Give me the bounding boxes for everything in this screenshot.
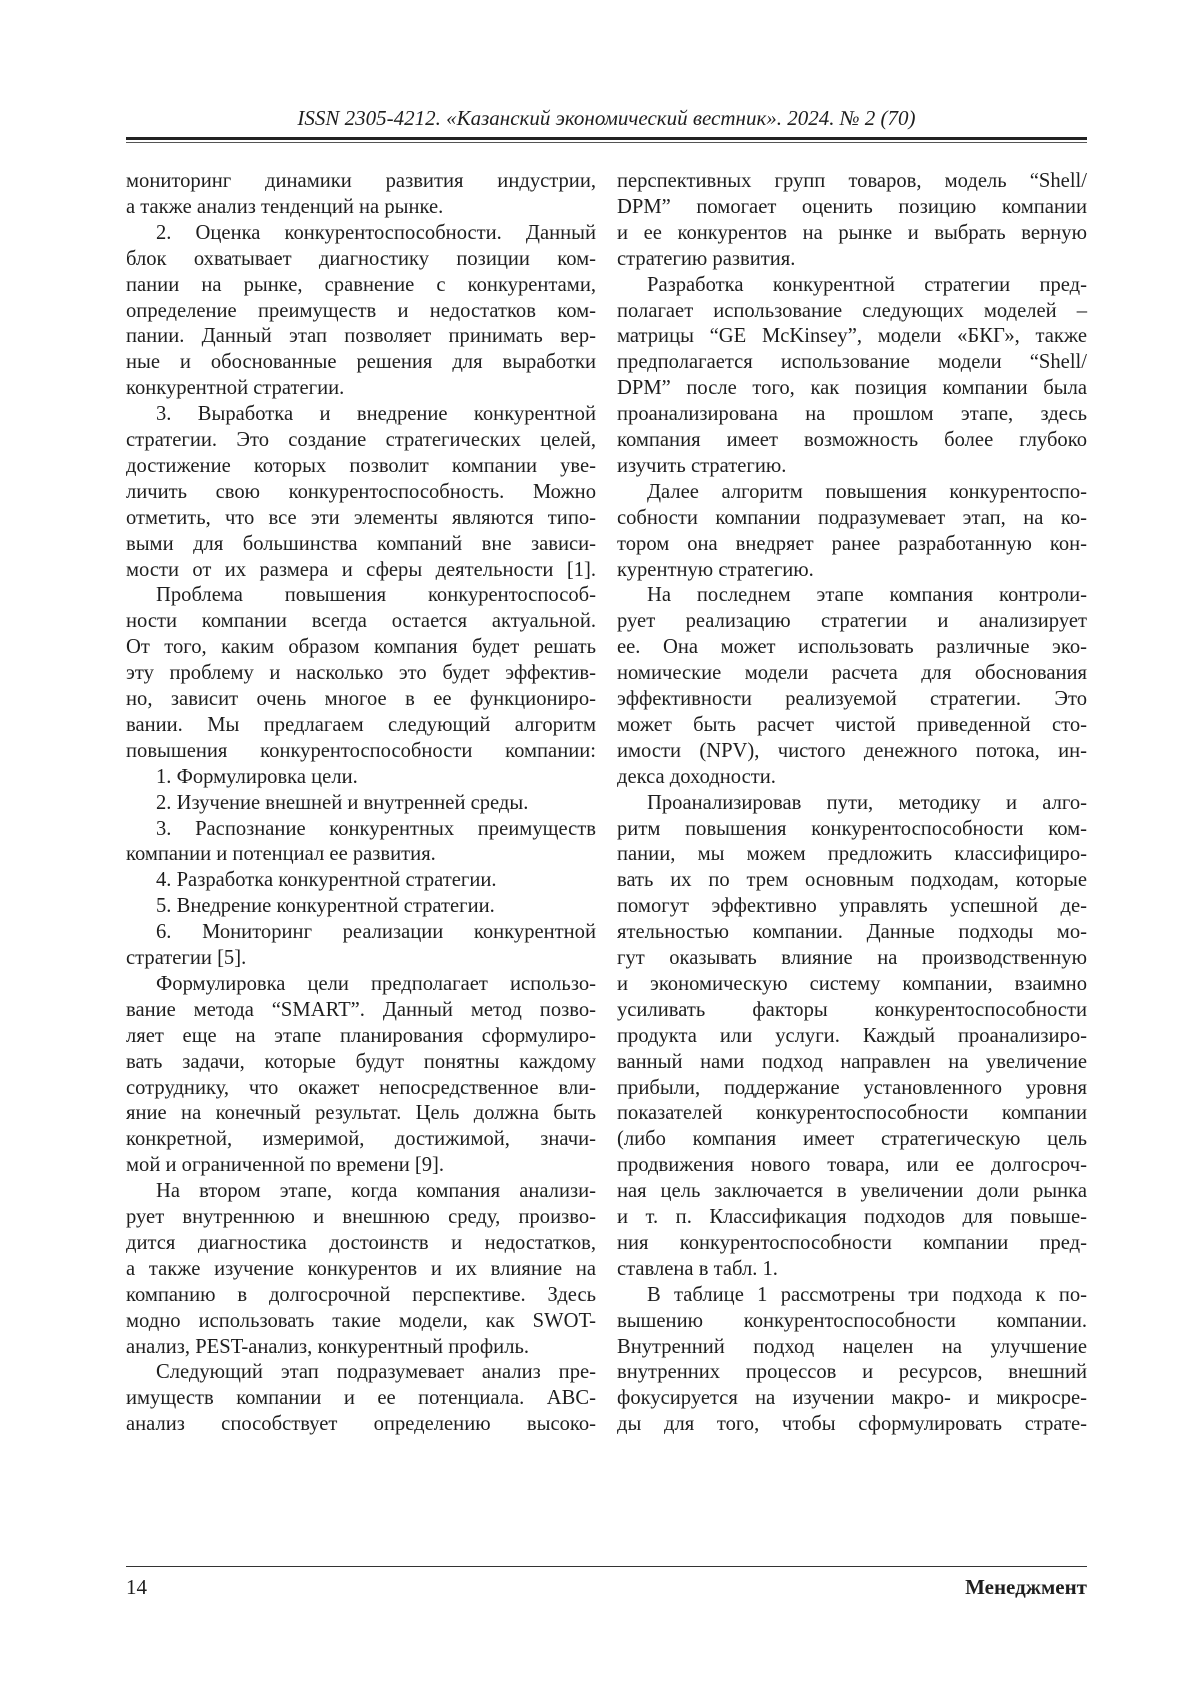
text-line: пании, мы можем предложить классифициро- [617, 843, 1087, 866]
text-line: ды для того, чтобы сформулировать страте- [617, 1413, 1087, 1436]
text-line: ные и обоснованные решения для выработки [126, 351, 596, 374]
text-line: компания имеет возможность более глубоко [617, 429, 1087, 451]
text-line: матрицы “GE McKinsey”, модели «БКГ», также [617, 325, 1087, 348]
text-line: прибыли, поддержание установленного уровня [617, 1076, 1087, 1099]
text-line: вать задачи, которые будут понятны каждому [126, 1050, 596, 1073]
text-line: личить свою конкурентоспособность. Можно [126, 480, 596, 503]
text-line: декса доходности. [617, 765, 776, 788]
text-line: анализ способствует определению высоко- [126, 1413, 596, 1436]
text-line: компании и потенциал ее развития. [126, 843, 436, 866]
text-line: эту проблему и насколько это будет эффектив- [126, 662, 596, 685]
text-line: отметить, что все эти элементы являются типо- [126, 506, 596, 529]
text-line: 6. Мониторинг реализации конкурентной [156, 921, 596, 944]
text-line: вышению конкурентоспособности компании. [617, 1309, 1087, 1332]
text-line: гут оказывать влияние на производственную [617, 947, 1087, 969]
header-rule-thick [126, 137, 1087, 140]
text-line: и т. п. Классификация подходов для повыше- [617, 1206, 1087, 1228]
text-line: фокусируется на изучении макро- и микросре- [617, 1387, 1087, 1410]
text-line: 2. Оценка конкурентоспособности. Данный [156, 221, 596, 244]
text-line: может быть расчет чистой приведенной сто- [617, 713, 1087, 736]
text-line: компанию в долгосрочной перспективе. Здесь [126, 1283, 596, 1306]
text-line: предполагается использование модели “Shell/ [617, 351, 1087, 374]
text-line: ее. Она может использовать различные эко- [617, 636, 1087, 659]
footer-rule [126, 1566, 1087, 1567]
text-line: но, зависит очень многое в ее функциониро- [126, 688, 596, 710]
text-line: 1. Формулировка цели. [156, 765, 358, 788]
text-line: конкретной, измеримой, достижимой, значи- [126, 1128, 596, 1151]
text-line: достижение которых позволит компании уве- [126, 454, 596, 477]
header-rule-thin [126, 142, 1087, 143]
text-line: сотруднику, что окажет непосредственное вли- [126, 1076, 596, 1099]
text-line: рует внутреннюю и внешнюю среду, произво- [126, 1206, 596, 1228]
text-line: ная цель заключается в увеличении доли рынка [617, 1180, 1087, 1203]
page-number: 14 [126, 1575, 147, 1599]
text-line: а также изучение конкурентов и их влияние на [126, 1257, 596, 1280]
text-line: и экономическую систему компании, взаимно [617, 972, 1087, 995]
text-line: ятельностью компании. Данные подходы мо- [617, 921, 1087, 944]
text-line: полагает использование следующих моделей – [617, 299, 1087, 322]
text-line: пании на рынке, сравнение с конкурентами, [126, 273, 596, 296]
text-line: 5. Внедрение конкурентной стратегии. [156, 895, 495, 918]
text-line: пании. Данный этап позволяет принимать вер- [126, 325, 596, 348]
text-line: (либо компания имеет стратегическую цель [617, 1128, 1087, 1151]
text-line: помогут эффективно управлять успешной де- [617, 895, 1087, 918]
text-line: вании. Мы предлагаем следующий алгоритм [126, 713, 596, 736]
text-line: конкурентной стратегии. [126, 377, 345, 400]
text-line: а также анализ тенденций на рынке. [126, 195, 444, 218]
text-line: ляет еще на этапе планирования сформулиро- [126, 1024, 596, 1047]
text-line: имуществ компании и ее потенциала. ABC- [126, 1387, 596, 1410]
text-line: вание метода “SMART”. Данный метод позво- [126, 998, 596, 1021]
text-line: выми для большинства компаний вне зависи- [126, 532, 596, 555]
text-line: Формулировка цели предполагает использо- [156, 972, 596, 995]
text-line: ности компании всегда остается актуальной. [126, 610, 596, 633]
text-line: яние на конечный результат. Цель должна быть [126, 1102, 596, 1125]
text-line: 3. Выработка и внедрение конкурентной [156, 403, 596, 426]
text-line: ния конкурентоспособности компании пред- [617, 1231, 1087, 1254]
text-line: показателей конкурентоспособности компании [617, 1102, 1087, 1125]
text-line: 3. Распознание конкурентных преимуществ [156, 817, 596, 840]
text-line: курентную стратегию. [617, 558, 814, 581]
text-line: Внутренний подход нацелен на улучшение [617, 1335, 1087, 1358]
text-line: и ее конкурентов на рынке и выбрать верную [617, 221, 1087, 244]
text-line: модно использовать такие модели, как SWOT- [126, 1309, 596, 1332]
text-line: мости от их размера и сферы деятельности [1]. [126, 558, 596, 581]
text-line: блок охватывает диагностику позиции ком- [126, 247, 596, 270]
text-line: изучить стратегию. [617, 454, 787, 477]
section-name: Менеджмент [965, 1575, 1087, 1599]
text-line: повышения конкурентоспособности компании: [126, 739, 596, 762]
text-line: ритм повышения конкурентоспособности ком- [617, 817, 1087, 840]
text-line: имости (NPV), чистого денежного потока, ин- [617, 739, 1087, 762]
text-line: DPM” помогает оценить позицию компании [617, 195, 1087, 218]
text-line: 2. Изучение внешней и внутренней среды. [156, 791, 529, 814]
text-line: стратегии [5]. [126, 947, 247, 969]
text-line: DPM” после того, как позиция компании была [617, 377, 1087, 400]
text-line: эффективности реализуемой стратегии. Это [617, 688, 1087, 710]
text-line: Следующий этап подразумевает анализ пре- [156, 1361, 596, 1384]
text-line: определение преимуществ и недостатков ком- [126, 299, 596, 322]
text-line: мой и ограниченной по времени [9]. [126, 1154, 445, 1177]
text-line: собности компании подразумевает этап, на ко- [617, 506, 1087, 529]
text-line: Далее алгоритм повышения конкурентоспо- [647, 480, 1087, 503]
running-header: ISSN 2305-4212. «Казанский экономический вестник». 2024. № 2 (70) [297, 106, 916, 130]
text-line: 4. Разработка конкурентной стратегии. [156, 869, 497, 892]
text-line: продукта или услуги. Каждый проанализиро- [617, 1024, 1087, 1047]
text-line: перспективных групп товаров, модель “Shell/ [617, 170, 1087, 192]
text-line: На последнем этапе компания контроли- [647, 584, 1087, 607]
text-line: ставлена в табл. 1. [617, 1257, 778, 1280]
text-line: Разработка конкурентной стратегии пред- [647, 273, 1087, 296]
text-line: вать их по трем основным подходам, которые [617, 869, 1087, 892]
text-line: На втором этапе, когда компания анализи- [156, 1180, 596, 1203]
text-line: стратегию развития. [617, 247, 796, 270]
text-line: тором она внедряет ранее разработанную кон- [617, 532, 1087, 555]
text-line: усиливать факторы конкурентоспособности [617, 998, 1087, 1021]
text-line: стратегии. Это создание стратегических целей, [126, 429, 596, 451]
text-line: номические модели расчета для обоснования [617, 662, 1087, 685]
text-line: От того, каким образом компания будет решать [126, 636, 596, 659]
text-line: анализ, PEST-анализ, конкурентный профиль. [126, 1335, 530, 1358]
text-line: рует реализацию стратегии и анализирует [617, 610, 1087, 633]
text-line: Проблема повышения конкурентоспособ- [156, 584, 596, 607]
text-line: внутренних процессов и ресурсов, внешний [617, 1361, 1087, 1384]
text-line: ванный нами подход направлен на увеличение [617, 1050, 1087, 1073]
text-line: В таблице 1 рассмотрены три подхода к по- [647, 1283, 1087, 1306]
text-line: дится диагностика достоинств и недостатков, [126, 1231, 596, 1254]
text-line: Проанализировав пути, методику и алго- [647, 791, 1087, 814]
text-line: проанализирована на прошлом этапе, здесь [617, 403, 1087, 426]
text-line: мониторинг динамики развития индустрии, [126, 170, 596, 192]
text-line: продвижения нового товара, или ее долгосроч- [617, 1154, 1087, 1177]
